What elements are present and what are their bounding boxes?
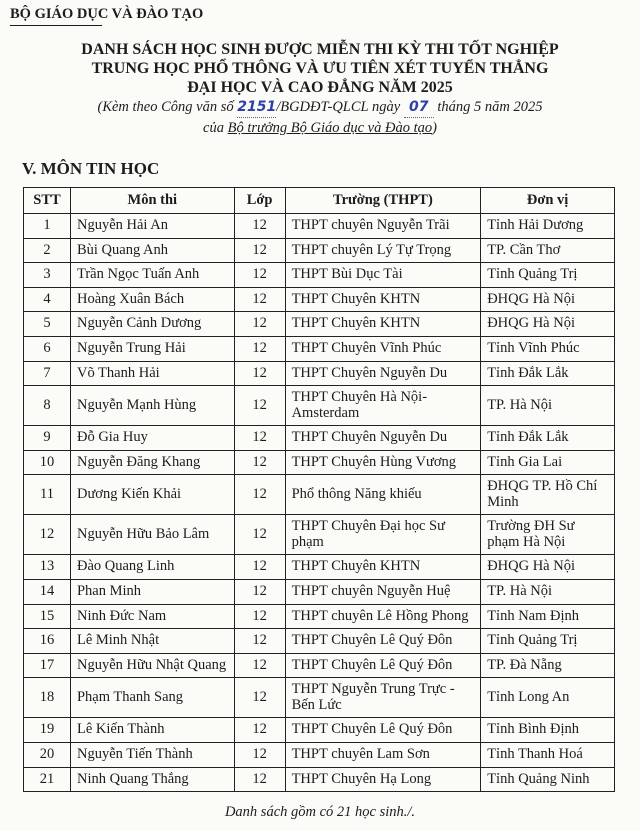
cell-stt: 12 — [24, 515, 71, 555]
table-row — [24, 312, 615, 337]
cell-grade: 12 — [234, 312, 285, 337]
cell-grade: 12 — [234, 555, 285, 580]
cell-name: Phạm Thanh Sang — [70, 678, 234, 718]
cell-grade: 12 — [234, 214, 285, 239]
cell-name: Nguyễn Mạnh Hùng — [70, 386, 234, 426]
cell-name: Trần Ngọc Tuấn Anh — [70, 263, 234, 288]
cell-name: Nguyễn Trung Hải — [70, 336, 234, 361]
ministry-name: BỘ GIÁO DỤC VÀ ĐÀO TẠO — [10, 6, 204, 22]
attachment-line2-prefix: của — [203, 120, 224, 136]
title-line-1: DANH SÁCH HỌC SINH ĐƯỢC MIỄN THI KỲ THI TỐT NGHIỆP — [81, 41, 559, 58]
cell-unit: ĐHQG TP. Hồ Chí Minh — [481, 475, 615, 515]
day-handwritten: 07 — [404, 97, 434, 118]
table-row — [24, 336, 615, 361]
cell-stt: 4 — [24, 287, 71, 312]
cell-name: Nguyễn Tiến Thành — [70, 742, 234, 767]
cell-stt: 8 — [24, 386, 71, 426]
cell-grade: 12 — [234, 579, 285, 604]
cell-grade: 12 — [234, 515, 285, 555]
cell-school: THPT Chuyên Nguyễn Du — [285, 426, 481, 451]
cell-stt: 20 — [24, 742, 71, 767]
cell-school: THPT Chuyên KHTN — [285, 312, 481, 337]
cell-unit: Tỉnh Bình Định — [481, 718, 615, 743]
cell-grade: 12 — [234, 450, 285, 475]
cell-school: THPT Chuyên Vĩnh Phúc — [285, 336, 481, 361]
cell-school: THPT chuyên Nguyễn Trãi — [285, 214, 481, 239]
cell-unit: ĐHQG Hà Nội — [481, 555, 615, 580]
table-row — [24, 287, 615, 312]
cell-school: THPT Chuyên Hùng Vương — [285, 450, 481, 475]
cell-stt: 19 — [24, 718, 71, 743]
cell-grade: 12 — [234, 426, 285, 451]
table-row — [24, 361, 615, 386]
cell-unit: Tỉnh Nam Định — [481, 604, 615, 629]
cell-stt: 6 — [24, 336, 71, 361]
attachment-prefix: (Kèm theo Công văn số — [97, 99, 234, 115]
cell-school: THPT Chuyên Lê Quý Đôn — [285, 653, 481, 678]
header-unit: Đơn vị — [481, 188, 615, 214]
cell-unit: TP. Hà Nội — [481, 386, 615, 426]
table-row — [24, 579, 615, 604]
cell-grade: 12 — [234, 287, 285, 312]
attachment-line2-suffix: ) — [432, 120, 437, 136]
table-row — [24, 678, 615, 718]
cell-unit: TP. Hà Nội — [481, 579, 615, 604]
table-row — [24, 629, 615, 654]
cell-name: Đào Quang Linh — [70, 555, 234, 580]
title-line-2: TRUNG HỌC PHỔ THÔNG VÀ ƯU TIÊN XÉT TUYỂN THẲNG — [91, 60, 549, 77]
cell-unit: TP. Đà Nẵng — [481, 653, 615, 678]
cell-grade: 12 — [234, 742, 285, 767]
cell-grade: 12 — [234, 475, 285, 515]
cell-name: Nguyễn Đăng Khang — [70, 450, 234, 475]
footer-note: Danh sách gồm có 21 học sinh./. — [224, 804, 416, 820]
cell-unit: Tỉnh Thanh Hoá — [481, 742, 615, 767]
cell-grade: 12 — [234, 653, 285, 678]
issuer: Bộ trưởng Bộ Giáo dục và Đào tạo — [227, 120, 433, 136]
cell-name: Lê Kiến Thành — [70, 718, 234, 743]
header-school: Trường (THPT) — [285, 188, 481, 214]
cell-grade: 12 — [234, 386, 285, 426]
cell-school: THPT chuyên Lê Hồng Phong — [285, 604, 481, 629]
attachment-line-1 — [0, 97, 640, 118]
cell-name: Dương Kiến Khải — [70, 475, 234, 515]
cell-school: THPT Bùi Dục Tài — [285, 263, 481, 288]
cell-unit: Tỉnh Đắk Lắk — [481, 426, 615, 451]
cell-name: Ninh Đức Nam — [70, 604, 234, 629]
section-title: V. MÔN TIN HỌC — [22, 159, 160, 178]
cell-grade: 12 — [234, 263, 285, 288]
cell-school: THPT Chuyên Lê Quý Đôn — [285, 629, 481, 654]
cell-stt: 14 — [24, 579, 71, 604]
cell-unit: TP. Cần Thơ — [481, 238, 615, 263]
cell-school: THPT Chuyên Nguyễn Du — [285, 361, 481, 386]
cell-unit: Tỉnh Quảng Trị — [481, 629, 615, 654]
attachment-middle: /BGDĐT-QLCL ngày — [276, 99, 401, 115]
header-stt: STT — [24, 188, 71, 214]
cell-unit: Tỉnh Gia Lai — [481, 450, 615, 475]
cell-stt: 2 — [24, 238, 71, 263]
table-row — [24, 426, 615, 451]
cell-stt: 17 — [24, 653, 71, 678]
cell-name: Hoàng Xuân Bách — [70, 287, 234, 312]
cell-school: THPT Chuyên KHTN — [285, 555, 481, 580]
doc-number-handwritten: 2151 — [237, 97, 276, 118]
cell-stt: 15 — [24, 604, 71, 629]
cell-name: Nguyễn Hải An — [70, 214, 234, 239]
cell-grade: 12 — [234, 767, 285, 792]
header-name: Môn thi — [70, 188, 234, 214]
cell-unit: ĐHQG Hà Nội — [481, 312, 615, 337]
cell-name: Phan Minh — [70, 579, 234, 604]
cell-unit: Tỉnh Hải Dương — [481, 214, 615, 239]
table-row — [24, 386, 615, 426]
table-row — [24, 450, 615, 475]
cell-grade: 12 — [234, 718, 285, 743]
cell-unit: Trường ĐH Sư phạm Hà Nội — [481, 515, 615, 555]
table-row — [24, 515, 615, 555]
document-title-block — [0, 40, 640, 138]
cell-name: Lê Minh Nhật — [70, 629, 234, 654]
table-row — [24, 767, 615, 792]
cell-name: Đỗ Gia Huy — [70, 426, 234, 451]
cell-grade: 12 — [234, 238, 285, 263]
cell-name: Ninh Quang Thắng — [70, 767, 234, 792]
ministry-underline — [10, 25, 102, 26]
cell-school: THPT Chuyên Hà Nội-Amsterdam — [285, 386, 481, 426]
cell-stt: 1 — [24, 214, 71, 239]
cell-school: THPT chuyên Lam Sơn — [285, 742, 481, 767]
cell-name: Võ Thanh Hải — [70, 361, 234, 386]
cell-stt: 9 — [24, 426, 71, 451]
table-row — [24, 263, 615, 288]
table-row — [24, 555, 615, 580]
cell-grade: 12 — [234, 678, 285, 718]
table-header-row — [24, 188, 615, 214]
table-row — [24, 742, 615, 767]
cell-school: THPT Chuyên Hạ Long — [285, 767, 481, 792]
table-row — [24, 475, 615, 515]
cell-name: Nguyễn Hữu Nhật Quang — [70, 653, 234, 678]
cell-name: Nguyễn Cảnh Dương — [70, 312, 234, 337]
table-row — [24, 238, 615, 263]
attachment-suffix: tháng 5 năm 2025 — [437, 99, 543, 115]
cell-school: THPT Nguyễn Trung Trực - Bến Lức — [285, 678, 481, 718]
cell-name: Nguyễn Hữu Bảo Lâm — [70, 515, 234, 555]
cell-stt: 16 — [24, 629, 71, 654]
cell-stt: 18 — [24, 678, 71, 718]
cell-grade: 12 — [234, 336, 285, 361]
cell-name: Bùi Quang Anh — [70, 238, 234, 263]
table-row — [24, 718, 615, 743]
cell-stt: 13 — [24, 555, 71, 580]
cell-unit: Tỉnh Long An — [481, 678, 615, 718]
cell-unit: Tỉnh Đắk Lắk — [481, 361, 615, 386]
cell-grade: 12 — [234, 629, 285, 654]
cell-school: Phổ thông Năng khiếu — [285, 475, 481, 515]
title-line-3: ĐẠI HỌC VÀ CAO ĐẲNG NĂM 2025 — [187, 79, 453, 96]
cell-stt: 7 — [24, 361, 71, 386]
table-row — [24, 214, 615, 239]
cell-grade: 12 — [234, 604, 285, 629]
cell-school: THPT chuyên Nguyễn Huệ — [285, 579, 481, 604]
attachment-line-2 — [0, 118, 640, 138]
table-row — [24, 653, 615, 678]
cell-unit: Tỉnh Quảng Ninh — [481, 767, 615, 792]
cell-school: THPT Chuyên Lê Quý Đôn — [285, 718, 481, 743]
cell-unit: Tỉnh Quảng Trị — [481, 263, 615, 288]
cell-school: THPT chuyên Lý Tự Trọng — [285, 238, 481, 263]
cell-stt: 11 — [24, 475, 71, 515]
cell-stt: 21 — [24, 767, 71, 792]
cell-stt: 5 — [24, 312, 71, 337]
header-grade: Lớp — [234, 188, 285, 214]
cell-grade: 12 — [234, 361, 285, 386]
cell-unit: ĐHQG Hà Nội — [481, 287, 615, 312]
table-body — [24, 214, 615, 792]
cell-stt: 3 — [24, 263, 71, 288]
cell-unit: Tỉnh Vĩnh Phúc — [481, 336, 615, 361]
cell-stt: 10 — [24, 450, 71, 475]
table-row — [24, 604, 615, 629]
cell-school: THPT Chuyên KHTN — [285, 287, 481, 312]
cell-school: THPT Chuyên Đại học Sư phạm — [285, 515, 481, 555]
students-table — [23, 187, 615, 792]
